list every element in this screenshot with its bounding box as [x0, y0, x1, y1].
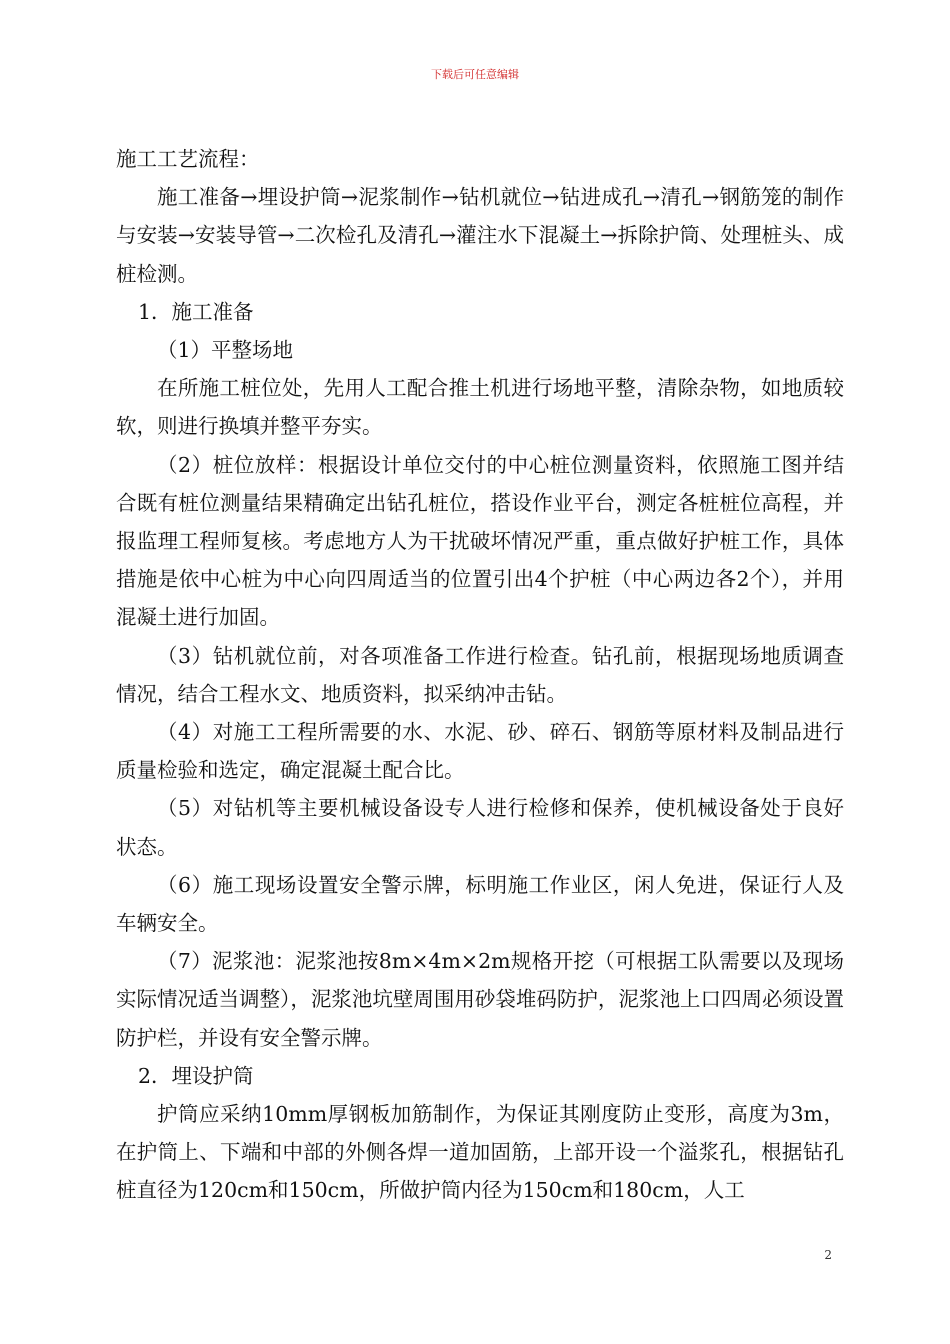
paragraph-equipment-maintenance: （5）对钻机等主要机械设备设专人进行检修和保养，使机械设备处于良好状态。 — [116, 796, 844, 859]
download-notice-header: 下载后可任意编辑 — [431, 68, 519, 81]
paragraph-rig-positioning: （3）钻机就位前，对各项准备工作进行检查。钻孔前，根据现场地质调查情况，结合工程水文、地质资料，拟采纳冲击钻。 — [116, 643, 844, 706]
subheading-site-leveling: （1）平整场地 — [157, 338, 294, 363]
section-title-paragraph: 施工工艺流程： — [116, 147, 260, 171]
paragraph-casing-fabrication: 护筒应采纳10mm厚钢板加筋制作，为保证其刚度防止变形，高度为3m，在护筒上、下端和中部的外侧各焊一道加固筋，上部开设一个溢浆孔，根据钻孔桩直径为120cm和150cm，所做护筒内径为150cm和180cm，人工 — [116, 1102, 844, 1203]
paragraph-site-leveling: 在所施工桩位处，先用人工配合推土机进行场地平整，清除杂物，如地质较软，则进行换填并整平夯实。 — [116, 376, 844, 439]
paragraph-material-inspection: （4）对施工工程所需要的水、水泥、砂、碎石、钢筋等原材料及制品进行质量检验和选定，确定混凝土配合比。 — [116, 720, 844, 783]
page-number: 2 — [824, 1248, 832, 1262]
process-flow-paragraph: 施工准备→埋设护筒→泥浆制作→钻机就位→钻进成孔→清孔→钢筋笼的制作与安装→安装导管→二次检孔及清孔→灌注水下混凝土→拆除护筒、处理桩头、成桩检测。 — [116, 185, 844, 286]
document-body — [116, 140, 844, 1210]
heading-construction-preparation: 1．施工准备 — [138, 299, 254, 324]
paragraph-pile-layout: （2）桩位放样：根据设计单位交付的中心桩位测量资料，依照施工图并结合既有桩位测量结果精确定出钻孔桩位，搭设作业平台，测定各桩桩位高程，并报监理工程师复核。考虑地方人为干扰破坏情况严重，重点做好护桩工作，具体措施是依中心桩为中心向四周适当的位置引出4个护桩（中心两边各2个），并用混凝土进行加固。 — [116, 452, 844, 630]
paragraph-mud-pit: （7）泥浆池：泥浆池按8m×4m×2m规格开挖（可根据工队需要以及现场实际情况适当调整），泥浆池坑壁周围用砂袋堆码防护，泥浆池上口四周必须设置防护栏，并设有安全警示牌。 — [116, 949, 844, 1050]
paragraph-safety-signs: （6）施工现场设置安全警示牌，标明施工作业区，闲人免进，保证行人及车辆安全。 — [116, 872, 844, 936]
heading-embed-casing: 2．埋设护筒 — [138, 1063, 254, 1088]
